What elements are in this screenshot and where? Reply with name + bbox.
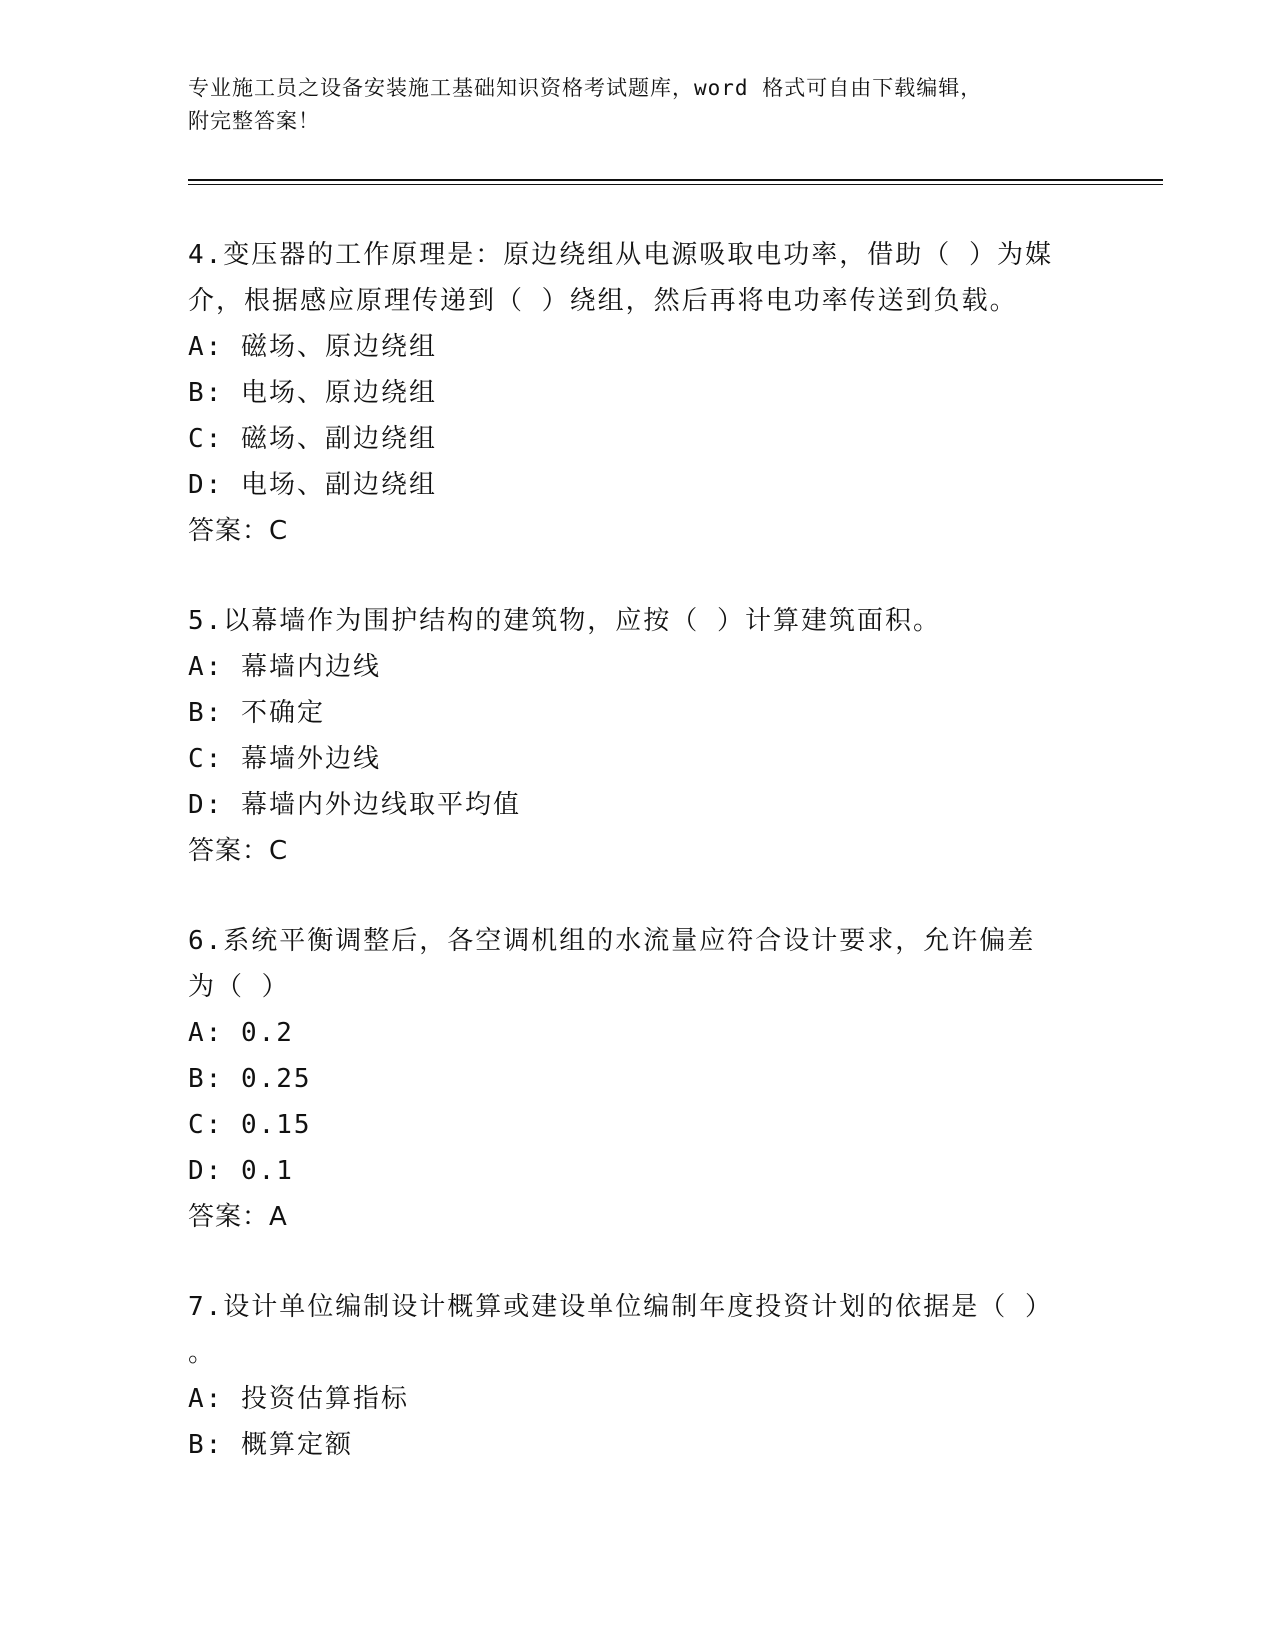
header-divider bbox=[188, 179, 1163, 181]
question-6 bbox=[188, 918, 1088, 1240]
question-text: 6.系统平衡调整后，各空调机组的水流量应符合设计要求，允许偏差 bbox=[188, 926, 1036, 956]
option-b: B: 电场、原边绕组 bbox=[188, 378, 437, 408]
page-header bbox=[188, 72, 1088, 138]
question-text-cont: 。 bbox=[188, 1338, 217, 1368]
answer: 答案：A bbox=[188, 1202, 288, 1232]
header-line-1: 专业施工员之设备安装施工基础知识资格考试题库，word 格式可自由下载编辑， bbox=[188, 76, 983, 100]
option-a: A: 幕墙内边线 bbox=[188, 652, 381, 682]
question-4 bbox=[188, 232, 1088, 554]
header-line-2: 附完整答案！ bbox=[188, 109, 320, 133]
question-text: 5.以幕墙作为围护结构的建筑物，应按（ ）计算建筑面积。 bbox=[188, 606, 941, 636]
answer: 答案：C bbox=[188, 516, 289, 546]
option-c: C: 幕墙外边线 bbox=[188, 744, 381, 774]
question-text: 7.设计单位编制设计概算或建设单位编制年度投资计划的依据是（ ） bbox=[188, 1292, 1053, 1322]
question-text: 4.变压器的工作原理是：原边绕组从电源吸取电功率，借助（ ）为媒 bbox=[188, 240, 1053, 270]
option-b: B: 不确定 bbox=[188, 698, 325, 728]
question-text-cont: 为（ ） bbox=[188, 972, 290, 1002]
question-list bbox=[188, 232, 1088, 1512]
option-d: D: 电场、副边绕组 bbox=[188, 470, 437, 500]
answer: 答案：C bbox=[188, 836, 289, 866]
option-a: A: 0.2 bbox=[188, 1018, 294, 1048]
option-c: C: 0.15 bbox=[188, 1110, 312, 1140]
option-b: B: 0.25 bbox=[188, 1064, 312, 1094]
header-divider-thin bbox=[188, 184, 1163, 185]
option-c: C: 磁场、副边绕组 bbox=[188, 424, 437, 454]
option-d: D: 0.1 bbox=[188, 1156, 294, 1186]
option-b: B: 概算定额 bbox=[188, 1430, 353, 1460]
option-a: A: 磁场、原边绕组 bbox=[188, 332, 437, 362]
question-5 bbox=[188, 598, 1088, 874]
option-d: D: 幕墙内外边线取平均值 bbox=[188, 790, 521, 820]
question-7 bbox=[188, 1284, 1088, 1468]
question-text-cont: 介，根据感应原理传递到（ ）绕组，然后再将电功率传送到负载。 bbox=[188, 286, 1018, 316]
option-a: A: 投资估算指标 bbox=[188, 1384, 409, 1414]
